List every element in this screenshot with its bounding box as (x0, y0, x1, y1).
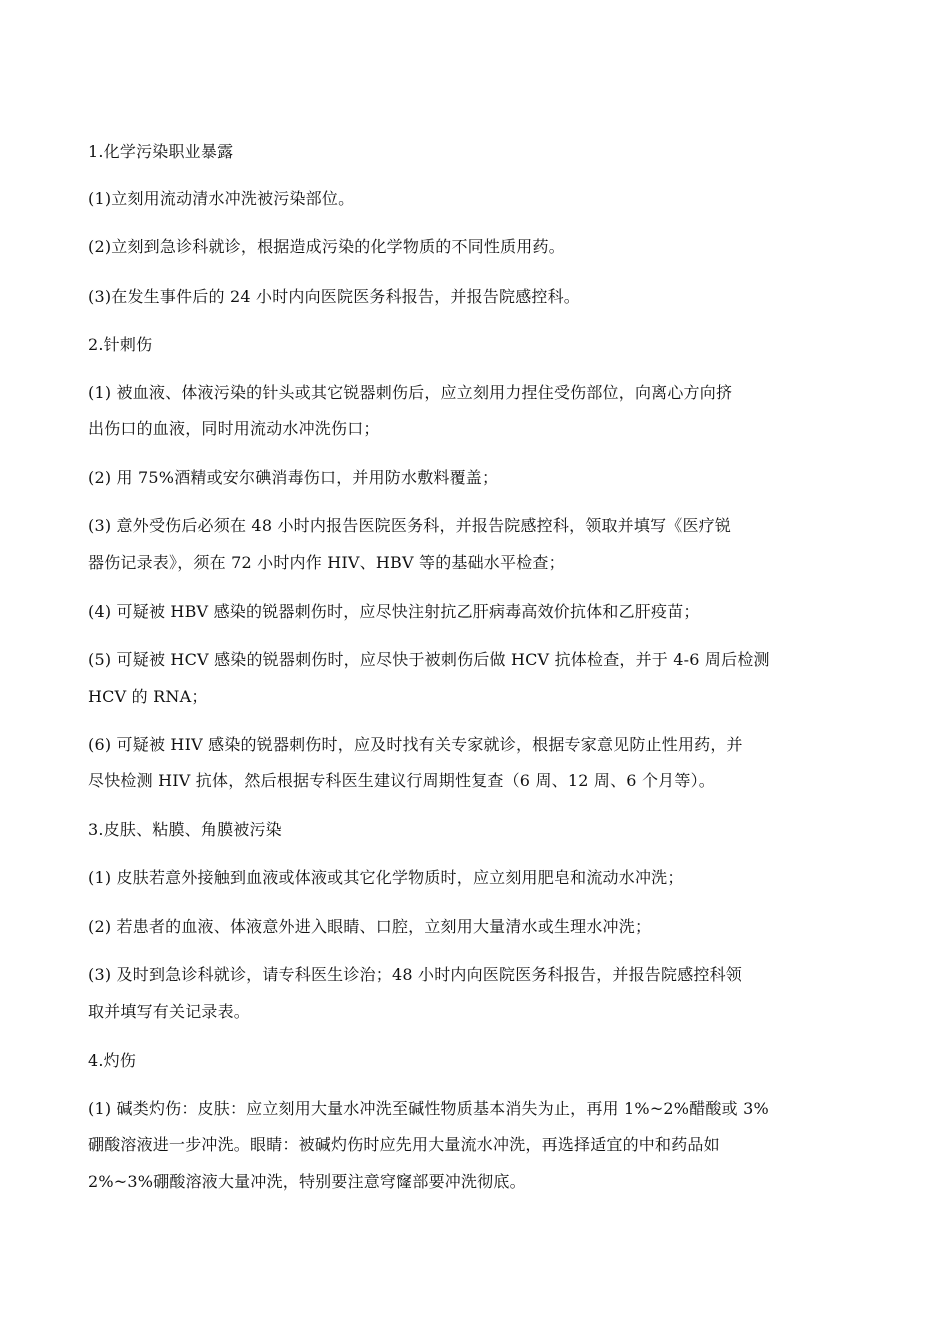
needlestick-item-5-line-1: (5) 可疑被 HCV 感染的锐器刺伤时，应尽快于被刺伤后做 HCV 抗体检查，并于 4-6 周后检测 (88, 650, 770, 669)
section-heading-chemical: 1.化学污染职业暴露 (88, 142, 234, 161)
needlestick-item-6-line-2: 尽快检测 HIV 抗体，然后根据专科医生建议行周期性复查（6 周、12 周、6 个月等）。 (88, 771, 715, 790)
chemical-item-3: (3)在发生事件后的 24 小时内向医院医务科报告，并报告院感控科。 (88, 287, 580, 306)
needlestick-item-1-line-2: 出伤口的血液，同时用流动水冲洗伤口； (88, 419, 380, 438)
chemical-item-2: (2)立刻到急诊科就诊，根据造成污染的化学物质的不同性质用药。 (88, 237, 565, 256)
needlestick-item-6-line-1: (6) 可疑被 HIV 感染的锐器刺伤时，应及时找有关专家就诊，根据专家意见防止性用药，并 (88, 735, 743, 754)
needlestick-item-4: (4) 可疑被 HBV 感染的锐器刺伤时，应尽快注射抗乙肝病毒高效价抗体和乙肝疫苗； (88, 602, 700, 621)
needlestick-item-3-line-1: (3) 意外受伤后必须在 48 小时内报告医院医务科，并报告院感控科，领取并填写《医疗锐 (88, 516, 732, 535)
section-heading-skin-mucosa: 3.皮肤、粘膜、角膜被污染 (88, 820, 282, 839)
skin-item-2: (2) 若患者的血液、体液意外进入眼睛、口腔，立刻用大量清水或生理水冲洗； (88, 917, 652, 936)
burns-item-1-line-2: 硼酸溶液进一步冲洗。眼睛：被碱灼伤时应先用大量流水冲洗，再选择适宜的中和药品如 (88, 1135, 720, 1154)
section-heading-burns: 4.灼伤 (88, 1051, 137, 1070)
skin-item-3-line-1: (3) 及时到急诊科就诊，请专科医生诊治；48 小时内向医院医务科报告，并报告院感控科领 (88, 965, 742, 984)
needlestick-item-5-line-2: HCV 的 RNA； (88, 687, 208, 706)
burns-item-1-line-3: 2%~3%硼酸溶液大量冲洗，特别要注意穹窿部要冲洗彻底。 (88, 1172, 526, 1191)
needlestick-item-3-line-2: 器伤记录表》，须在 72 小时内作 HIV、HBV 等的基础水平检查； (88, 553, 565, 572)
burns-item-1-line-1: (1) 碱类灼伤：皮肤：应立刻用大量水冲洗至碱性物质基本消失为止，再用 1%~2%醋酸或 3% (88, 1099, 769, 1118)
skin-item-3-line-2: 取并填写有关记录表。 (88, 1002, 251, 1021)
needlestick-item-1-line-1: (1) 被血液、体液污染的针头或其它锐器刺伤后，应立刻用力捏住受伤部位，向离心方向挤 (88, 383, 733, 402)
chemical-item-1: (1)立刻用流动清水冲洗被污染部位。 (88, 189, 355, 208)
skin-item-1: (1) 皮肤若意外接触到血液或体液或其它化学物质时，应立刻用肥皂和流动水冲洗； (88, 868, 684, 887)
section-heading-needlestick: 2.针刺伤 (88, 335, 153, 354)
needlestick-item-2: (2) 用 75%酒精或安尔碘消毒伤口，并用防水敷料覆盖； (88, 468, 499, 487)
